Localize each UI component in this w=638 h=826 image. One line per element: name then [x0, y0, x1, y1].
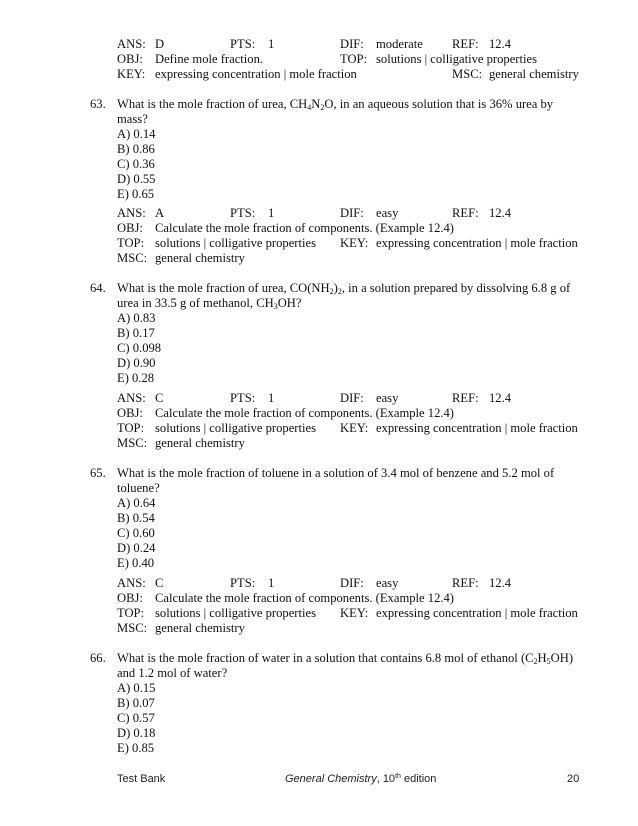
question-text-part: , in a solution prepared by dissolving 6.8 g of [341, 281, 571, 295]
key-label: KEY: [340, 421, 369, 435]
option-a: A) 0.14 [117, 127, 156, 141]
key-label: KEY: [117, 67, 146, 81]
subscript: 4 [307, 103, 312, 112]
option-d: D) 0.24 [117, 541, 156, 555]
question-text: What is the mole fraction of toluene in a solution of 3.4 mol of benzene and 5.2 mol of [117, 466, 555, 480]
top-label: TOP: [117, 236, 145, 250]
ans-label: ANS: [117, 391, 146, 405]
question-number: 66. [90, 651, 106, 665]
msc-label: MSC: [117, 621, 148, 635]
ans-value: C [155, 576, 164, 590]
option-a: A) 0.64 [117, 496, 156, 510]
question-text-part: N [311, 97, 321, 111]
top-label: TOP: [340, 52, 368, 66]
ref-value: 12.4 [489, 576, 512, 590]
dif-label: DIF: [340, 206, 364, 220]
obj-label: OBJ: [117, 221, 143, 235]
top-value: solutions | colligative properties [155, 421, 316, 435]
top-value: solutions | colligative properties [155, 236, 316, 250]
subscript: 2 [337, 287, 342, 296]
obj-value: Calculate the mole fraction of components. (Example 12.4) [155, 406, 455, 420]
ans-value: D [155, 37, 165, 51]
key-value: expressing concentration | mole fraction [376, 606, 578, 620]
footer-center-part: edition [400, 773, 437, 785]
question-text-line2: toluene? [117, 481, 160, 495]
question-text-part: OH) [550, 651, 574, 665]
msc-label: MSC: [452, 67, 483, 81]
question-text-part: ) [333, 281, 338, 295]
question-text-part: What is the mole fraction of urea, CH [117, 97, 308, 111]
pts-value: 1 [268, 576, 275, 590]
question-text-part: urea in 33.5 g of methanol, CH [117, 296, 274, 310]
footer-left: Test Bank [117, 773, 166, 785]
option-e: E) 0.40 [117, 556, 155, 570]
key-value: expressing concentration | mole fraction [376, 421, 578, 435]
question-text-part: OH? [277, 296, 302, 310]
question-text-part: What is the mole fraction of water in a solution that contains 6.8 mol of ethanol (C [117, 651, 534, 665]
subscript: 2 [533, 657, 538, 666]
obj-value: Calculate the mole fraction of components. (Example 12.4) [155, 591, 455, 605]
pts-label: PTS: [230, 391, 256, 405]
pts-value: 1 [268, 37, 275, 51]
option-b: B) 0.07 [117, 696, 155, 710]
dif-label: DIF: [340, 576, 364, 590]
option-b: B) 0.17 [117, 326, 155, 340]
question-number: 64. [90, 281, 106, 295]
dif-value: easy [376, 576, 399, 590]
ans-label: ANS: [117, 206, 146, 220]
ans-label: ANS: [117, 576, 146, 590]
option-d: D) 0.55 [117, 172, 156, 186]
question-text-line2: and 1.2 mol of water? [117, 666, 228, 680]
top-label: TOP: [117, 606, 145, 620]
option-b: B) 0.54 [117, 511, 155, 525]
option-e: E) 0.85 [117, 741, 155, 755]
option-c: C) 0.36 [117, 157, 155, 171]
ref-label: REF: [452, 37, 479, 51]
obj-label: OBJ: [117, 406, 143, 420]
ref-value: 12.4 [489, 206, 512, 220]
ans-label: ANS: [117, 37, 146, 51]
option-d: D) 0.18 [117, 726, 156, 740]
question-text-line2: mass? [117, 112, 148, 126]
msc-value: general chemistry [155, 621, 245, 635]
question-text-part: H [537, 651, 547, 665]
question-number: 63. [90, 97, 106, 111]
msc-value: general chemistry [489, 67, 579, 81]
pts-label: PTS: [230, 37, 256, 51]
key-value: expressing concentration | mole fraction [155, 67, 357, 81]
msc-label: MSC: [117, 436, 148, 450]
question-text-part: What is the mole fraction of urea, CO(NH [117, 281, 330, 295]
pts-value: 1 [268, 391, 275, 405]
option-a: A) 0.15 [117, 681, 156, 695]
obj-value: Define mole fraction. [155, 52, 264, 66]
ref-label: REF: [452, 206, 479, 220]
dif-value: easy [376, 206, 399, 220]
dif-value: moderate [376, 37, 423, 51]
top-value: solutions | colligative properties [155, 606, 316, 620]
subscript: 5 [546, 657, 551, 666]
question-text [117, 97, 577, 115]
pts-value: 1 [268, 206, 275, 220]
dif-label: DIF: [340, 37, 364, 51]
dif-value: easy [376, 391, 399, 405]
subscript: 2 [329, 287, 334, 296]
obj-label: OBJ: [117, 591, 143, 605]
key-value: expressing concentration | mole fraction [376, 236, 578, 250]
ref-value: 12.4 [489, 391, 512, 405]
obj-value: Calculate the mole fraction of components. (Example 12.4) [155, 221, 455, 235]
ref-label: REF: [452, 576, 479, 590]
option-c: C) 0.57 [117, 711, 155, 725]
ref-label: REF: [452, 391, 479, 405]
option-d: D) 0.90 [117, 356, 156, 370]
book-title: General Chemistry [285, 773, 377, 785]
dif-label: DIF: [340, 391, 364, 405]
msc-value: general chemistry [155, 251, 245, 265]
option-c: C) 0.60 [117, 526, 155, 540]
option-a: A) 0.83 [117, 311, 156, 325]
footer-center [285, 773, 436, 785]
ref-value: 12.4 [489, 37, 512, 51]
obj-label: OBJ: [117, 52, 143, 66]
option-b: B) 0.86 [117, 142, 155, 156]
option-c: C) 0.098 [117, 341, 162, 355]
pts-label: PTS: [230, 576, 256, 590]
msc-label: MSC: [117, 251, 148, 265]
key-label: KEY: [340, 236, 369, 250]
top-value: solutions | colligative properties [376, 52, 537, 66]
superscript: th [395, 773, 401, 780]
pts-label: PTS: [230, 206, 256, 220]
top-label: TOP: [117, 421, 145, 435]
subscript: 2 [320, 103, 325, 112]
page-number: 20 [567, 773, 580, 785]
ans-value: A [155, 206, 165, 220]
subscript: 3 [273, 302, 278, 311]
footer-center-part: , 10 [376, 773, 396, 785]
question-text-part: O, in an aqueous solution that is 36% urea by [324, 97, 554, 111]
option-e: E) 0.65 [117, 187, 155, 201]
msc-value: general chemistry [155, 436, 245, 450]
question-number: 65. [90, 466, 106, 480]
ans-value: C [155, 391, 164, 405]
option-e: E) 0.28 [117, 371, 155, 385]
key-label: KEY: [340, 606, 369, 620]
